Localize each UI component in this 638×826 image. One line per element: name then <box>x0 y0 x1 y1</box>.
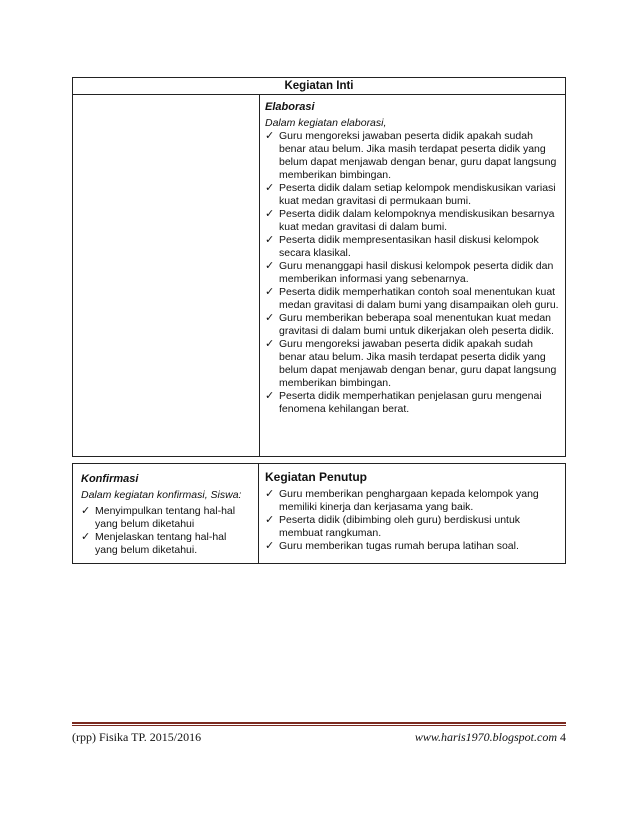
konfirmasi-penutup-table <box>72 463 566 564</box>
list-item: ✓ Peserta didik memperhatikan penjelasan guru mengenai fenomena kehilangan berat. <box>265 390 542 415</box>
kegiatan-inti-table <box>72 77 566 457</box>
list-item: ✓ Peserta didik mempresentasikan hasil diskusi kelompok secara klasikal. <box>265 234 539 259</box>
list-item: ✓ Guru memberikan beberapa soal menentukan kuat medan gravitasi di dalam bumi untuk dikerjakan oleh peserta didik. <box>265 312 554 337</box>
footer-divider <box>72 722 566 724</box>
empty-left-cell <box>73 95 260 456</box>
elaborasi-list <box>265 130 559 416</box>
checkmark-icon: ✓ <box>265 208 275 220</box>
list-item: ✓ Peserta didik dalam setiap kelompok mendiskusikan variasi kuat medan gravitasi di permukaan bumi. <box>265 182 556 207</box>
konfirmasi-cell <box>73 464 259 563</box>
list-item: ✓ Menyimpulkan tentang hal-hal yang belum diketahui <box>81 505 236 530</box>
list-item: ✓ Guru menanggapi hasil diskusi kelompok peserta didik dan memberikan informasi yang sebenarnya. <box>265 260 554 285</box>
checkmark-icon: ✓ <box>265 260 275 272</box>
checkmark-icon: ✓ <box>265 312 275 324</box>
penutup-cell <box>265 469 559 553</box>
section-intro: Dalam kegiatan elaborasi, <box>265 117 387 129</box>
section-title: Elaborasi <box>265 101 315 113</box>
elaborasi-cell <box>265 100 559 416</box>
checkmark-icon: ✓ <box>265 514 275 526</box>
checkmark-icon: ✓ <box>265 182 275 194</box>
konfirmasi-title: Konfirmasi <box>81 473 139 485</box>
page-number: 4 <box>560 730 566 744</box>
list-item: ✓ Peserta didik dalam kelompoknya mendiskusikan besarnya kuat medan gravitasi di dalam bumi. <box>265 208 555 233</box>
list-item: ✓ Menjelaskan tentang hal-hal yang belum diketahui. <box>81 531 227 556</box>
checkmark-icon: ✓ <box>265 540 275 552</box>
list-item: ✓ Guru memberikan penghargaan kepada kelompok yang memiliki kinerja dan kerjasama yang baik. <box>265 488 539 513</box>
footer-right-text <box>415 729 566 745</box>
checkmark-icon: ✓ <box>265 130 275 142</box>
penutup-list <box>265 488 559 553</box>
penutup-title: Kegiatan Penutup <box>265 470 368 484</box>
checkmark-icon: ✓ <box>265 338 275 350</box>
checkmark-icon: ✓ <box>265 488 275 500</box>
checkmark-icon: ✓ <box>265 234 275 246</box>
list-item: ✓ Peserta didik (dibimbing oleh guru) berdiskusi untuk membuat rangkuman. <box>265 514 521 539</box>
konfirmasi-intro: Dalam kegiatan konfirmasi, Siswa: <box>81 489 242 501</box>
list-item: ✓ Peserta didik memperhatikan contoh soal menentukan kuat medan gravitasi di dalam bumi yang disampaikan oleh guru. <box>265 286 559 311</box>
list-item: ✓ Guru mengoreksi jawaban peserta didik apakah sudah benar atau belum. Jika masih terdapat peserta didik yang belum dapat menjawab dengan benar, guru dapat langsung memberikan bimbingan. <box>265 338 557 389</box>
konfirmasi-list <box>81 505 252 557</box>
list-item: ✓ Guru mengoreksi jawaban peserta didik apakah sudah benar atau belum. Jika masih terdapat peserta didik yang belum dapat menjawab dengan benar, guru dapat langsung memberikan bimbingan. <box>265 130 557 181</box>
checkmark-icon: ✓ <box>81 531 91 543</box>
table-header: Kegiatan Inti <box>73 78 565 95</box>
table-body <box>73 95 565 456</box>
checkmark-icon: ✓ <box>265 286 275 298</box>
list-item: ✓ Guru memberikan tugas rumah berupa latihan soal. <box>265 540 519 552</box>
footer-left-text: (rpp) Fisika TP. 2015/2016 <box>72 730 202 744</box>
footer-divider-thin <box>72 725 566 726</box>
checkmark-icon: ✓ <box>81 505 91 517</box>
footer-url: www.haris1970.blogspot.com <box>414 730 557 744</box>
checkmark-icon: ✓ <box>265 390 275 402</box>
